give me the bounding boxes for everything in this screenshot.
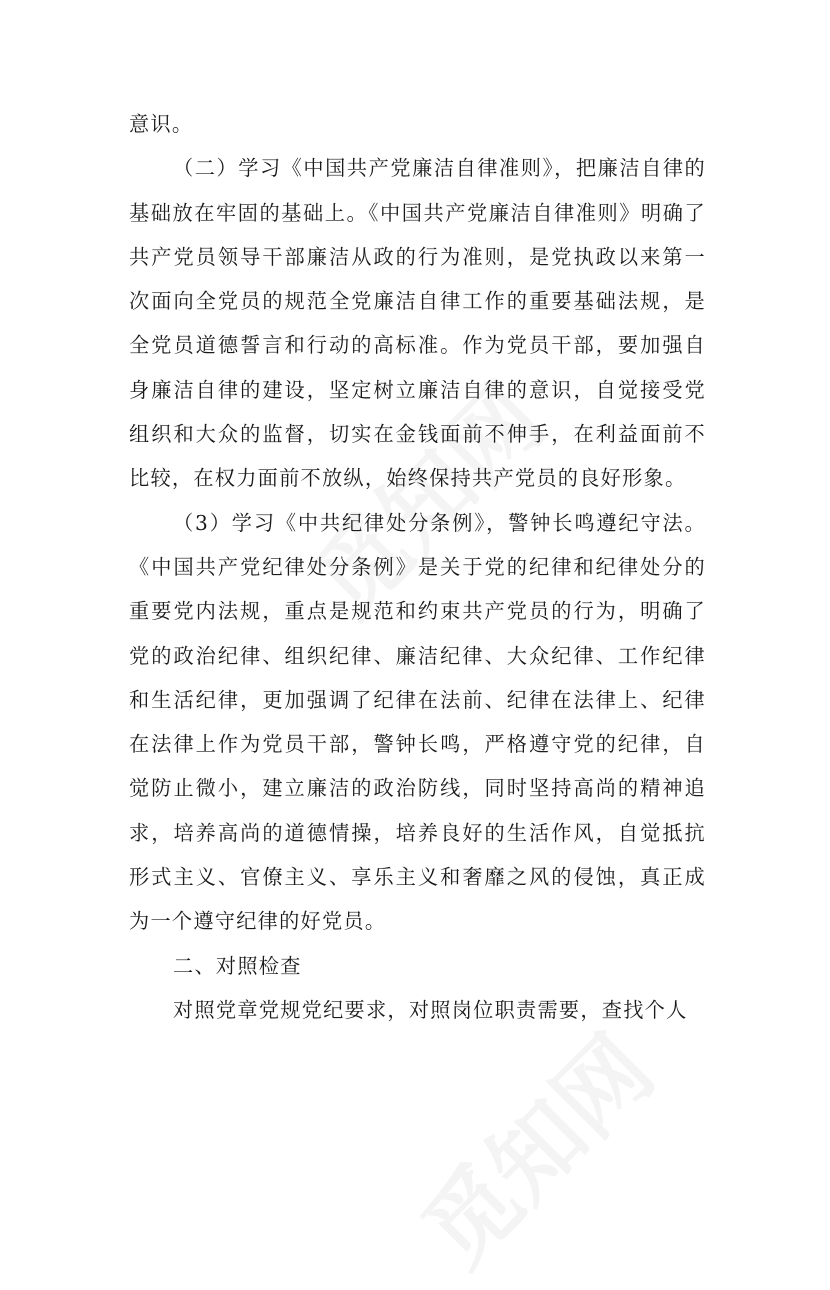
- paragraph-section-3: （3）学习《中共纪律处分条例》，警钟长鸣遵纪守法。《中国共产党纪律处分条例》是关于党的纪律和纪律处分的重要党内法规，重点是规范和约束共产党员的行为，明确了党的政治纪律、组织纪律、廉洁纪律、大众纪律、工作纪律和生活纪律，更加强调了纪律在法前、纪律在法律上、纪律在法律上作为党员干部，警钟长鸣，严格遵守党的纪律，自觉防止微小，建立廉洁的政治防线，同时坚持高尚的精神追求，培养高尚的道德情操，培养良好的生活作风，自觉抵抗形式主义、官僚主义、享乐主义和奢靡之风的侵蚀，真正成为一个遵守纪律的好党员。: [129, 510, 706, 934]
- paragraph-section-2: （二）学习《中国共产党廉洁自律准则》，把廉洁自律的基础放在牢固的基础上。《中国共产党廉洁自律准则》明确了共产党员领导干部廉洁从政的行为准则，是党执政以来第一次面向全党员的规范全党廉洁自律工作的重要基础法规，是全党员道德誓言和行动的高标准。作为党员干部，要加强自身廉洁自律的建设，坚定树立廉洁自律的意识，自觉接受党组织和大众的监督，切实在金钱面前不伸手，在利益面前不比较，在权力面前不放纵，始终保持共产党员的良好形象。: [129, 156, 706, 491]
- watermark: [389, 1002, 678, 1290]
- paragraph-comparison: 对照党章党规党纪要求，对照岗位职责需要，查找个人: [173, 997, 688, 1022]
- paragraph-continuation: 意识。: [129, 112, 194, 136]
- section-heading: 二、对照检查: [173, 953, 302, 978]
- document-body: [129, 102, 706, 1032]
